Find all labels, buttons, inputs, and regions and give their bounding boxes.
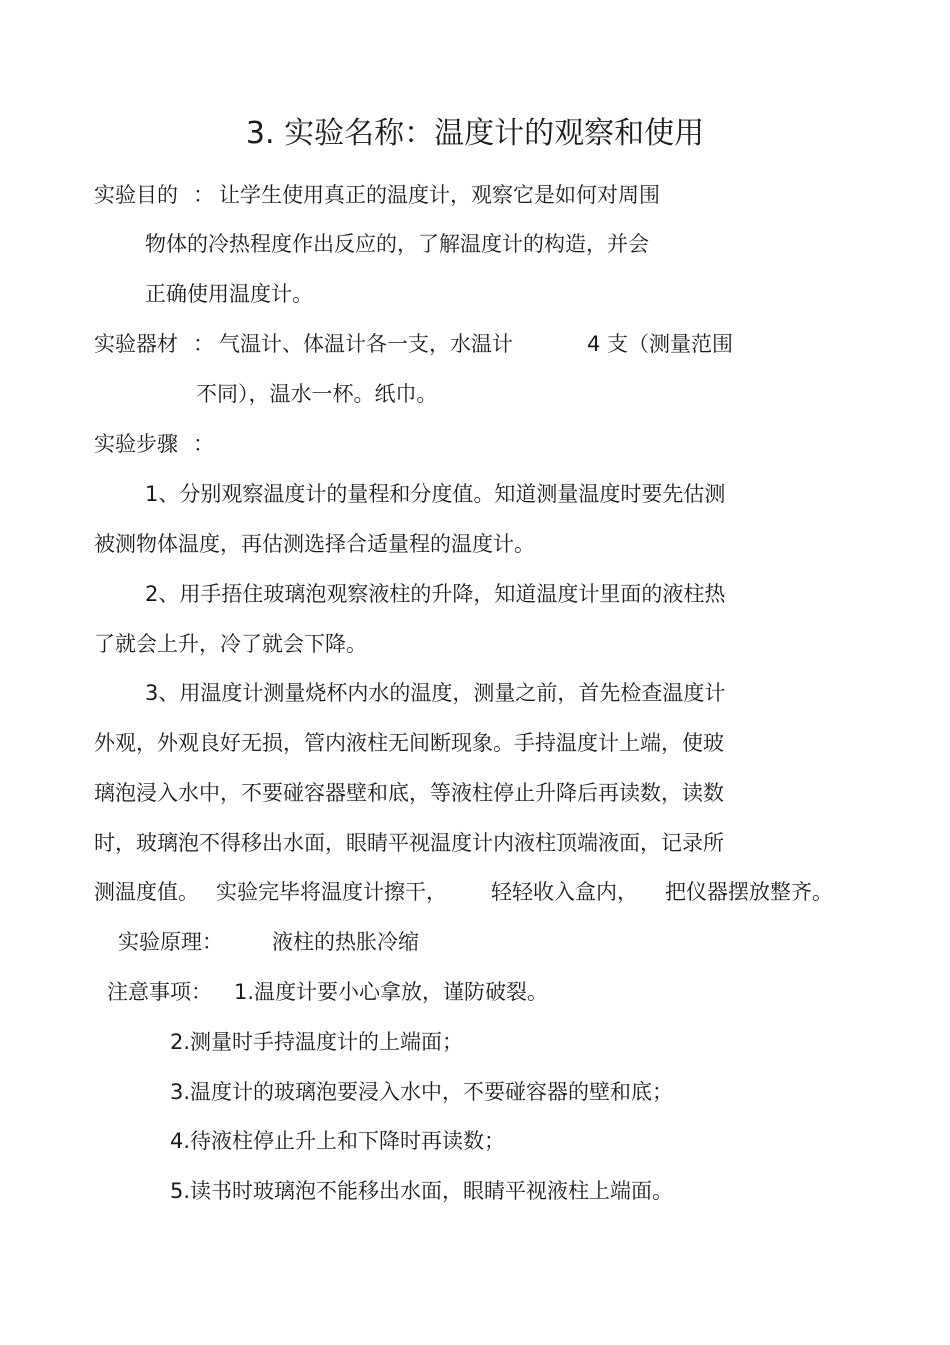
step-3-line-2: 外观，外观良好无损，管内液柱无间断现象。手持温度计上端，使玻 bbox=[94, 731, 724, 755]
equipment-text-line-2: 不同），温水一杯。纸巾。 bbox=[196, 382, 438, 406]
step-3-line-5-part-2: 实验完毕将温度计擦干， bbox=[216, 880, 447, 904]
step-2-line-1: 2、用手捂住玻璃泡观察液柱的升降，知道温度计里面的液柱热 bbox=[145, 582, 726, 606]
step-1-line-2: 被测物体温度，再估测选择合适量程的温度计。 bbox=[94, 532, 535, 556]
note-item-5: 5.读书时玻璃泡不能移出水面，眼睛平视液柱上端面。 bbox=[170, 1179, 674, 1203]
note-item-3: 3.温度计的玻璃泡要浸入水中，不要碰容器的壁和底； bbox=[170, 1080, 674, 1104]
purpose-text-line-3: 正确使用温度计。 bbox=[145, 282, 313, 306]
equipment-text-line-1-count: 4 支（测量范围 bbox=[587, 332, 734, 356]
equipment-text-line-1: 气温计、体温计各一支，水温计 bbox=[219, 332, 513, 356]
step-3-line-3: 璃泡浸入水中，不要碰容器壁和底，等液柱停止升降后再读数，读数 bbox=[94, 781, 724, 805]
steps-separator: ： bbox=[193, 432, 214, 456]
step-3-line-5-part-4: 把仪器摆放整齐。 bbox=[665, 880, 833, 904]
equipment-label: 实验器材 bbox=[94, 332, 178, 356]
steps-label: 实验步骤 bbox=[94, 432, 178, 456]
document-title: 3. 实验名称：温度计的观察和使用 bbox=[245, 116, 705, 151]
purpose-label: 实验目的 bbox=[94, 183, 178, 207]
purpose-separator: ： bbox=[193, 183, 214, 207]
step-2-line-2: 了就会上升，冷了就会下降。 bbox=[94, 632, 367, 656]
step-3-line-5-part-3: 轻轻收入盒内， bbox=[491, 880, 638, 904]
note-item-2: 2.测量时手持温度计的上端面； bbox=[170, 1030, 464, 1054]
equipment-separator: ： bbox=[193, 332, 214, 356]
step-3-line-1: 3、用温度计测量烧杯内水的温度，测量之前，首先检查温度计 bbox=[145, 681, 726, 705]
purpose-text-line-1: 让学生使用真正的温度计，观察它是如何对周围 bbox=[219, 183, 660, 207]
step-3-line-5-part-1: 测温度值。 bbox=[94, 880, 199, 904]
purpose-text-line-2: 物体的冷热程度作出反应的，了解温度计的构造，并会 bbox=[145, 232, 649, 256]
note-item-1: 1.温度计要小心拿放，谨防破裂。 bbox=[234, 980, 549, 1004]
step-1-line-1: 1、分别观察温度计的量程和分度值。知道测量温度时要先估测 bbox=[145, 482, 726, 506]
step-3-line-4: 时，玻璃泡不得移出水面，眼睛平视温度计内液柱顶端液面，记录所 bbox=[94, 831, 724, 855]
notes-label: 注意事项： bbox=[107, 980, 212, 1004]
principle-label: 实验原理： bbox=[118, 930, 223, 954]
principle-text: 液柱的热胀冷缩 bbox=[272, 930, 419, 954]
note-item-4: 4.待液柱停止升上和下降时再读数； bbox=[170, 1129, 506, 1153]
